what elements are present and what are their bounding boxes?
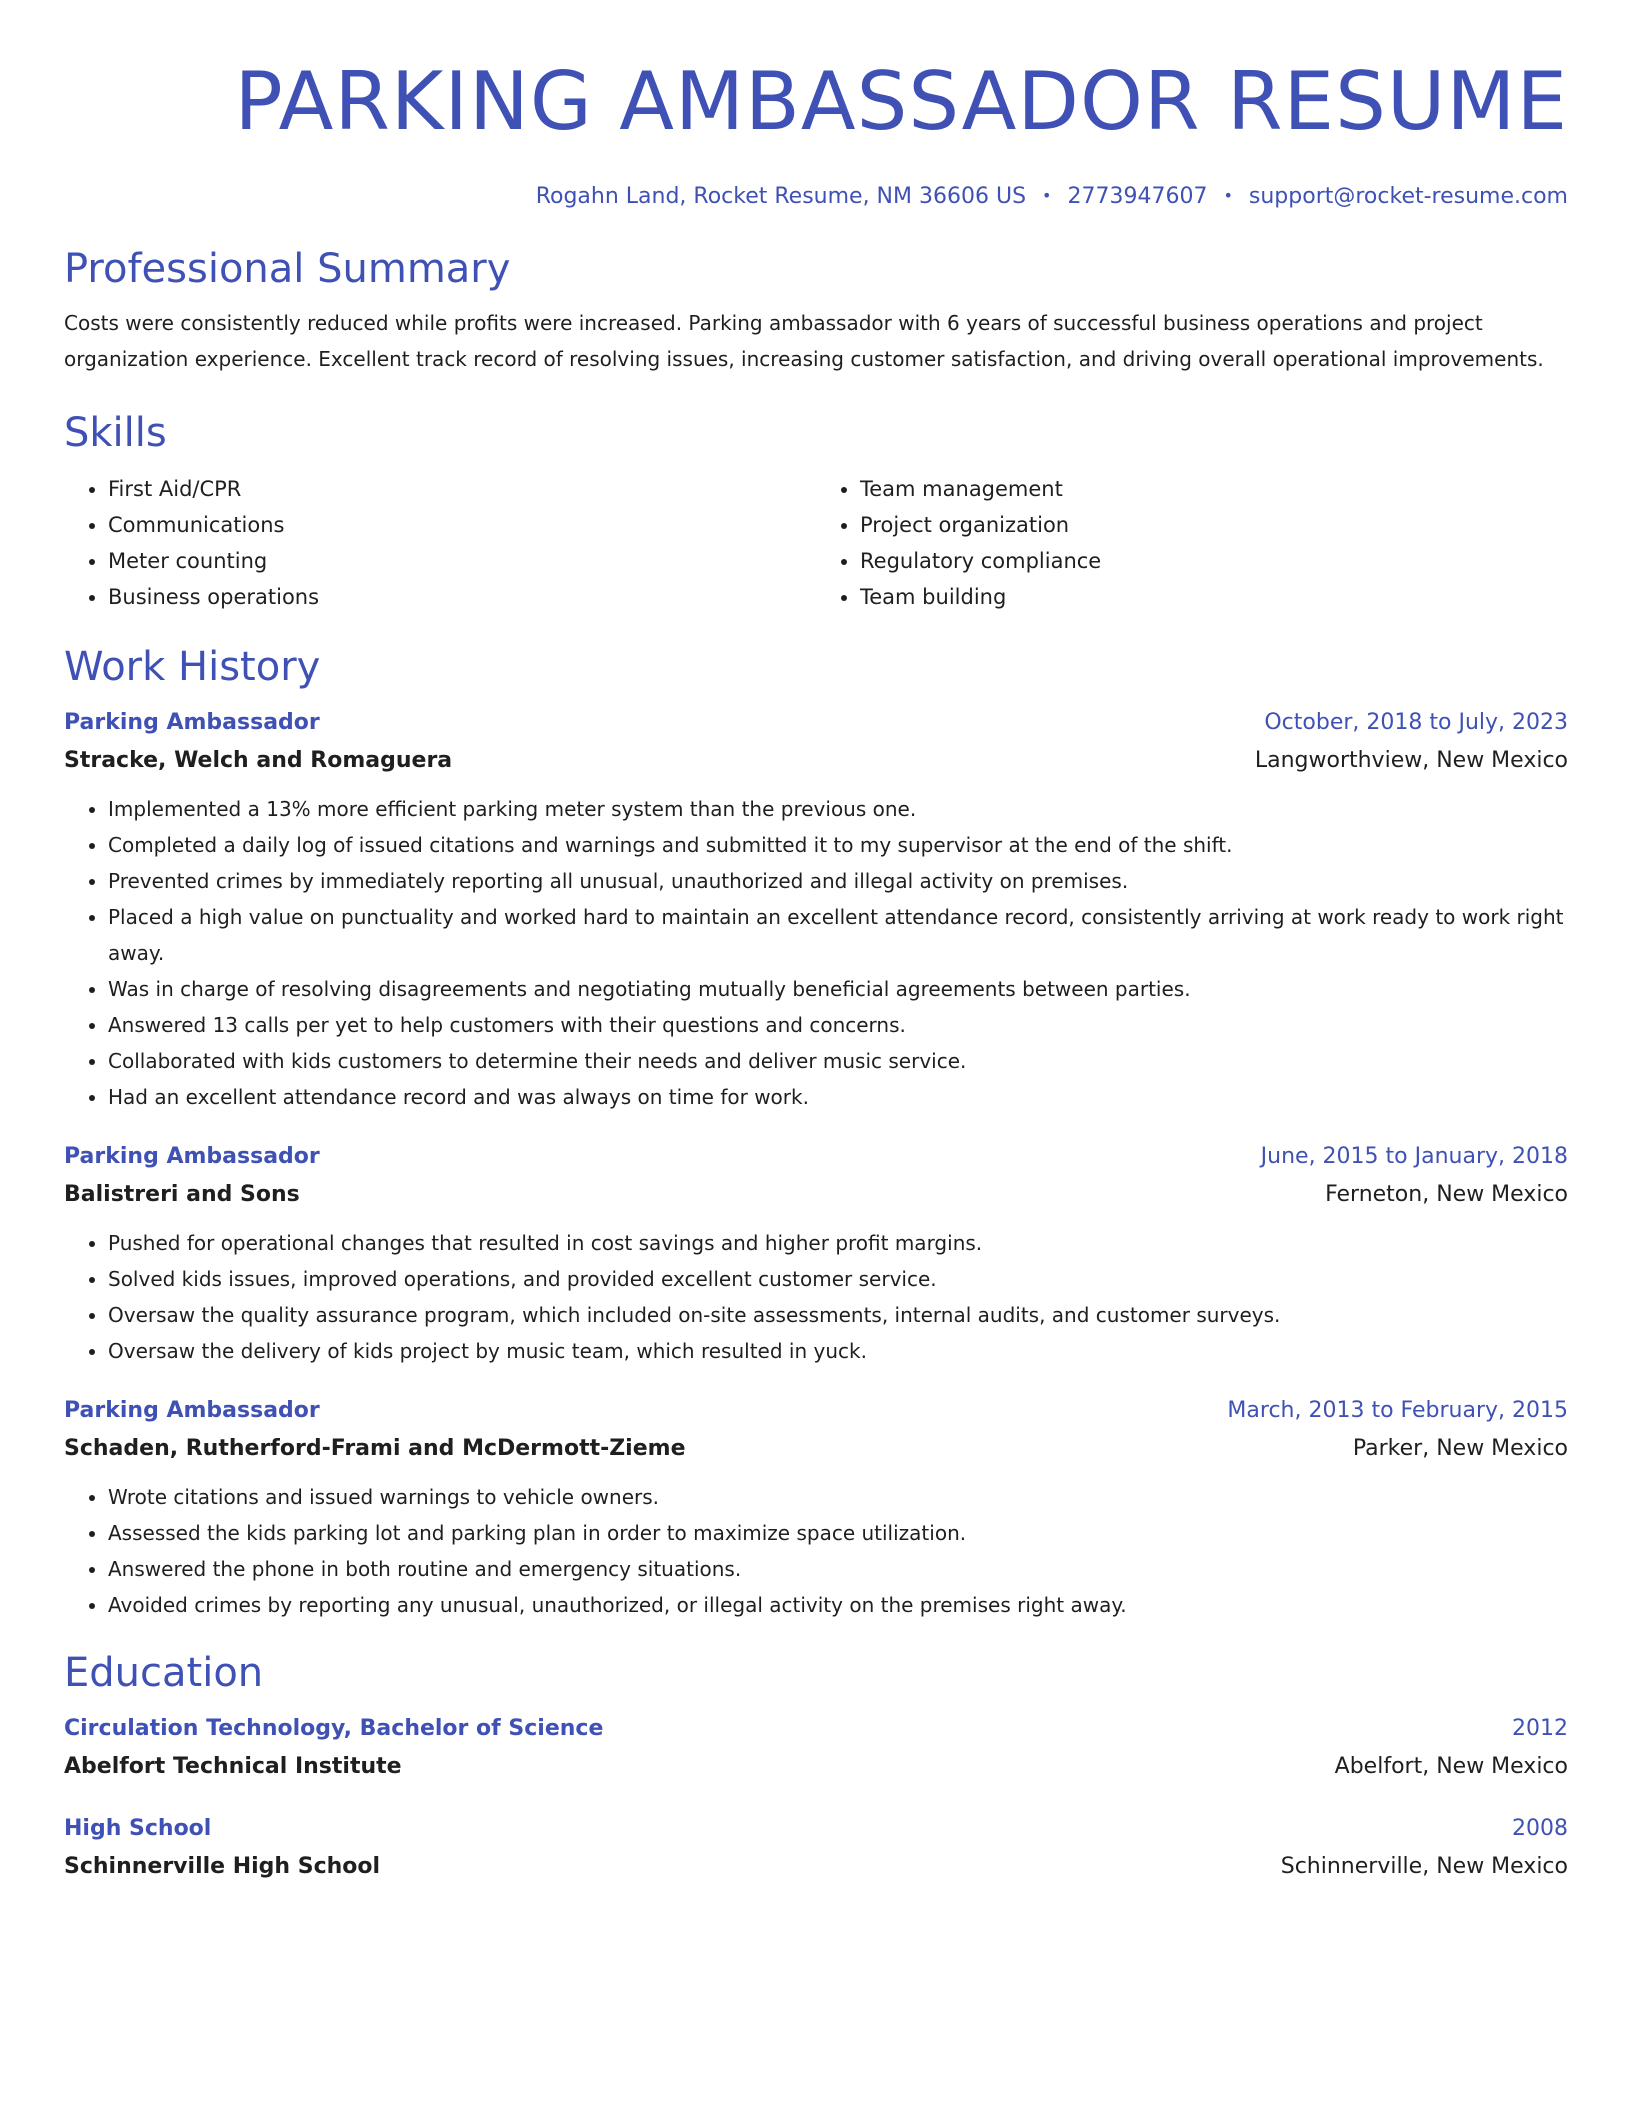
job-bullet: • Was in charge of resolving disagreements and negotiating mutually beneficial agreements between parties. [108, 971, 1568, 1007]
education-header [64, 1711, 1568, 1747]
skill-item: • Business operations [108, 579, 816, 615]
education-school: Schinnerville High School [64, 1854, 381, 1879]
work-history-section [64, 641, 1568, 1623]
job-bullet: • Oversaw the delivery of kids project by music team, which resulted in yuck. [108, 1333, 1568, 1369]
education-school: Abelfort Technical Institute [64, 1754, 402, 1779]
work-history-heading: Work History [64, 644, 321, 690]
skill-item: • First Aid/CPR [108, 471, 816, 507]
job-header [64, 1393, 1568, 1429]
contact-address: Rogahn Land, Rocket Resume, NM 36606 US [535, 184, 1027, 209]
job-dates: March, 2013 to February, 2015 [1227, 1398, 1568, 1423]
job-bullet: • Placed a high value on punctuality and worked hard to maintain an excellent attendance record, consistently arriving at work ready to work right away. [108, 899, 1568, 971]
contact-separator: • [1042, 186, 1052, 205]
education-location: Schinnerville, New Mexico [1280, 1854, 1568, 1879]
job-bullet: • Completed a daily log of issued citations and warnings and submitted it to my supervisor at the end of the shift. [108, 827, 1568, 863]
job-dates: June, 2015 to January, 2018 [1260, 1144, 1568, 1169]
education-entry [64, 1711, 1568, 1787]
job-entry [64, 705, 1568, 1115]
skill-item: • Project organization [860, 507, 1568, 543]
skill-item: • Team management [860, 471, 1568, 507]
job-subheader [64, 1175, 1568, 1215]
job-employer: Balistreri and Sons [64, 1182, 300, 1207]
job-bullet: • Oversaw the quality assurance program, which included on-site assessments, internal audits, and customer surveys. [108, 1297, 1568, 1333]
job-bullet: • Answered 13 calls per yet to help customers with their questions and concerns. [108, 1007, 1568, 1043]
education-degree: High School [64, 1816, 212, 1841]
skill-item: • Regulatory compliance [860, 543, 1568, 579]
job-title: Parking Ambassador [64, 710, 320, 735]
job-bullet: • Collaborated with kids customers to determine their needs and deliver music service. [108, 1043, 1568, 1079]
skills-list-left [64, 471, 816, 615]
summary-section [64, 243, 1568, 377]
job-header [64, 1139, 1568, 1175]
education-location: Abelfort, New Mexico [1334, 1754, 1568, 1779]
skill-item: • Team building [860, 579, 1568, 615]
education-degree: Circulation Technology, Bachelor of Science [64, 1716, 604, 1741]
skill-item: • Communications [108, 507, 816, 543]
contact-separator: • [1223, 186, 1233, 205]
job-header [64, 705, 1568, 741]
contact-email: support@rocket-resume.com [1248, 184, 1568, 209]
education-subheader [64, 1847, 1568, 1887]
job-bullets [64, 1225, 1568, 1369]
skills-columns [64, 471, 1568, 615]
contact-phone: 2773947607 [1067, 184, 1208, 209]
job-location: Parker, New Mexico [1352, 1436, 1568, 1461]
job-subheader [64, 1429, 1568, 1469]
resume-title: PARKING AMBASSADOR RESUME [234, 55, 1568, 148]
job-location: Ferneton, New Mexico [1325, 1182, 1568, 1207]
job-bullet: • Pushed for operational changes that resulted in cost savings and higher profit margins. [108, 1225, 1568, 1261]
education-subheader [64, 1747, 1568, 1787]
job-subheader [64, 741, 1568, 781]
job-bullet: • Avoided crimes by reporting any unusual, unauthorized, or illegal activity on the premises right away. [108, 1587, 1568, 1623]
summary-text: Costs were consistently reduced while profits were increased. Parking ambassador with 6 years of successful business operations and project organization experience. Excellent track record of resolving issues, increasing customer satisfaction, and driving overall operational improvements. [64, 311, 1544, 371]
job-bullet: • Wrote citations and issued warnings to vehicle owners. [108, 1479, 1568, 1515]
job-bullets [64, 1479, 1568, 1623]
job-bullet: • Solved kids issues, improved operations, and provided excellent customer service. [108, 1261, 1568, 1297]
job-employer: Schaden, Rutherford-Frami and McDermott-Zieme [64, 1436, 686, 1461]
job-bullet: • Assessed the kids parking lot and parking plan in order to maximize space utilization. [108, 1515, 1568, 1551]
job-bullet: • Prevented crimes by immediately reporting all unusual, unauthorized and illegal activity on premises. [108, 863, 1568, 899]
skills-section [64, 407, 1568, 615]
education-section [64, 1647, 1568, 1887]
job-entry [64, 1393, 1568, 1623]
skills-list-right [816, 471, 1568, 615]
skill-item: • Meter counting [108, 543, 816, 579]
education-year: 2008 [1512, 1816, 1568, 1841]
job-dates: October, 2018 to July, 2023 [1264, 710, 1568, 735]
skills-heading: Skills [64, 410, 167, 456]
job-location: Langworthview, New Mexico [1254, 748, 1568, 773]
education-header [64, 1811, 1568, 1847]
job-title: Parking Ambassador [64, 1144, 320, 1169]
job-bullet: • Implemented a 13% more efficient parking meter system than the previous one. [108, 791, 1568, 827]
education-year: 2012 [1512, 1716, 1568, 1741]
education-heading: Education [64, 1650, 264, 1696]
job-employer: Stracke, Welch and Romaguera [64, 748, 453, 773]
job-title: Parking Ambassador [64, 1398, 320, 1423]
contact-line [64, 180, 1568, 213]
education-entry [64, 1811, 1568, 1887]
job-entry [64, 1139, 1568, 1369]
job-bullet: • Had an excellent attendance record and was always on time for work. [108, 1079, 1568, 1115]
job-bullet: • Answered the phone in both routine and emergency situations. [108, 1551, 1568, 1587]
summary-heading: Professional Summary [64, 246, 511, 292]
job-bullets [64, 791, 1568, 1115]
